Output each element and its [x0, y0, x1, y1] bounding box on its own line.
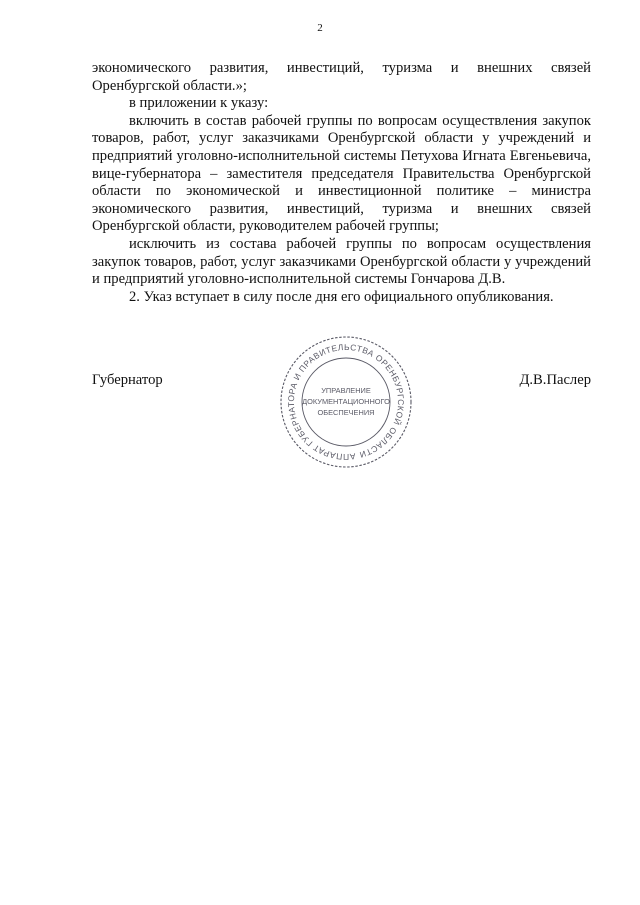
- stamp-center-line-2: ДОКУМЕНТАЦИОННОГО: [302, 397, 390, 406]
- page-number: 2: [317, 22, 323, 34]
- paragraph-1: экономического развития, инвестиций, туризма и внешних связей Оренбургской области.»;: [92, 60, 591, 94]
- document-body: [92, 60, 591, 306]
- stamp-ring-text: АППАРАТ ГУБЕРНАТОРА И ПРАВИТЕЛЬСТВА ОРЕНБУРГСКОЙ ОБЛАСТИ: [285, 341, 407, 463]
- paragraph-4: исключить из состава рабочей группы по вопросам осуществления закупок товаров, работ, услуг заказчиками Оренбургской области у учреждений и предприятий уголовно-исполнительной системы Гончарова Д.В.: [92, 235, 591, 288]
- paragraph-2: в приложении к указу:: [129, 95, 269, 112]
- paragraph-5: 2. Указ вступает в силу после дня его официального опубликования.: [129, 288, 554, 305]
- signatory-title: Губернатор: [92, 372, 163, 388]
- stamp-center-line-3: ОБЕСПЕЧЕНИЯ: [317, 408, 375, 417]
- official-stamp: [276, 332, 416, 472]
- signatory-name: Д.В.Паслер: [519, 372, 591, 388]
- stamp-center-line-1: УПРАВЛЕНИЕ: [321, 386, 371, 395]
- paragraph-3: включить в состав рабочей группы по вопросам осуществления закупок товаров, работ, услуг заказчиками Оренбургской области у учреждений и предприятий уголовно-исполнительной системы Петухова Игната Евгеньевича, вице-губернатора – заместителя председателя Правительства Оренбургской области по экономической и инвестиционной политике – министра экономического развития, инвестиций, туризма и внешних связей Оренбургской области, руководителем рабочей группы;: [92, 112, 591, 235]
